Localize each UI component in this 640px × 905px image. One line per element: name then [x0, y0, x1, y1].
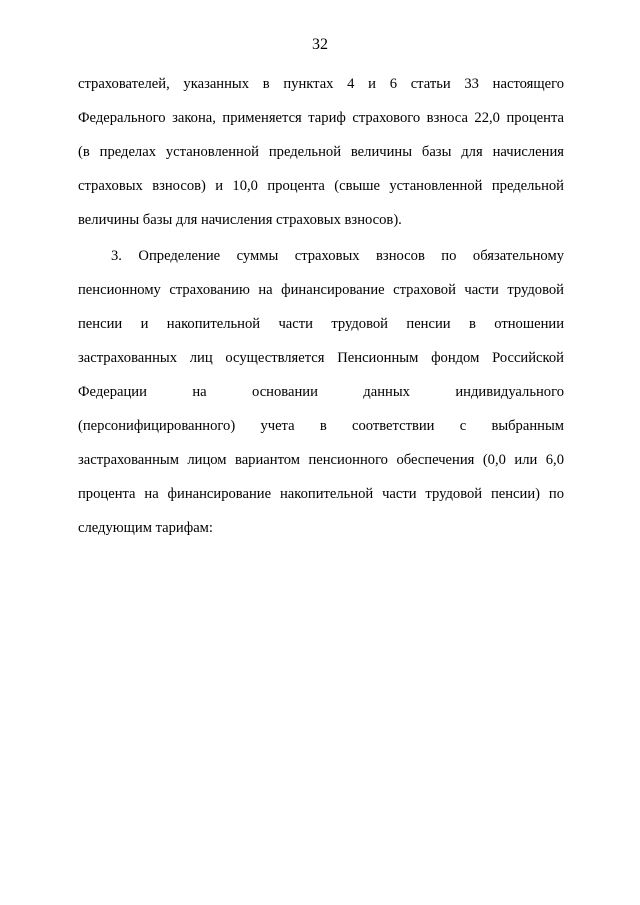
- text-line: (в пределах установленной предельной величины базы для начисления: [78, 144, 564, 160]
- text-line: Федерального закона, применяется тариф страхового взноса 22,0 процента: [78, 110, 564, 126]
- text-line: процента на финансирование накопительной части трудовой пенсии) по: [78, 486, 564, 502]
- text-line: страхователей, указанных в пунктах 4 и 6 статьи 33 настоящего: [78, 76, 564, 92]
- paragraph-continuation: [78, 67, 564, 237]
- text-line: следующим тарифам:: [78, 520, 213, 536]
- text-line: застрахованным лицом вариантом пенсионного обеспечения (0,0 или 6,0: [78, 452, 564, 468]
- page-number: 32: [312, 36, 328, 53]
- text-line: Федерации на основании данных индивидуального: [78, 384, 564, 400]
- text-line: 3. Определение суммы страховых взносов по обязательному: [111, 248, 564, 264]
- text-line: пенсии и накопительной части трудовой пенсии в отношении: [78, 316, 564, 332]
- text-line: (персонифицированного) учета в соответствии с выбранным: [78, 418, 564, 434]
- text-line: застрахованных лиц осуществляется Пенсионным фондом Российской: [78, 350, 564, 366]
- text-line: страховых взносов) и 10,0 процента (свыше установленной предельной: [78, 178, 564, 194]
- text-line: пенсионному страхованию на финансирование страховой части трудовой: [78, 282, 564, 298]
- paragraph-item-3: [78, 239, 564, 545]
- text-line: величины базы для начисления страховых взносов).: [78, 212, 402, 228]
